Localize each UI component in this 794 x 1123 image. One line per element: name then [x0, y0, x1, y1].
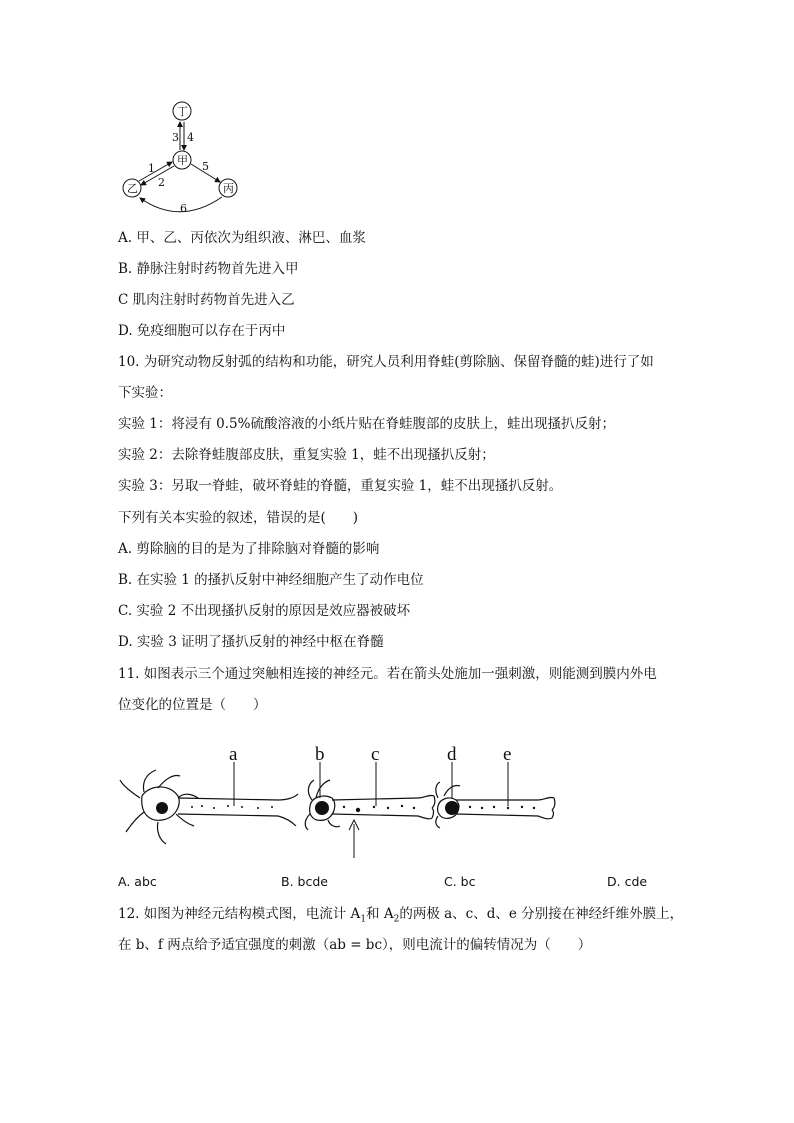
q9-option-c[interactable]: C 肌肉注射时药物首先进入乙 [118, 292, 295, 308]
neuron-1-axon-dots [191, 805, 273, 809]
q11-option-c[interactable]: C. bc [444, 874, 476, 889]
q12-subscript-2: 2 [393, 914, 400, 925]
label-a: a [229, 744, 238, 765]
q12-stem-line1 [118, 905, 683, 929]
neuron-2-axon-dots [343, 805, 415, 812]
label-b: b [315, 744, 325, 765]
q9-option-b[interactable]: B. 静脉注射时药物首先进入甲 [118, 261, 299, 277]
q10-experiment-3: 实验 3：另取一脊蛙，破坏脊蛙的脊髓，重复实验 1，蛙不出现搔扒反射。 [118, 478, 563, 494]
q12-stem-part2: 和 A [366, 906, 394, 922]
neuron-3-axon-dots [469, 806, 535, 809]
neuron-1-nucleus [156, 802, 168, 814]
edge-label-6: 6 [180, 202, 187, 215]
q12-stem-part3: 的两极 a、c、d、e 分别接在神经纤维外膜上， [399, 906, 684, 922]
q12-subscript-1: 1 [360, 914, 367, 925]
q10-option-b[interactable]: B. 在实验 1 的搔扒反射中神经细胞产生了动作电位 [118, 572, 424, 588]
q12-stem-line2: 在 b、f 两点给予适宜强度的刺激（ab = bc），则电流计的偏转情况为（ ） [118, 937, 592, 953]
neuron-2-nucleus [315, 801, 329, 815]
q10-experiment-1: 实验 1：将浸有 0.5%硫酸溶液的小纸片贴在脊蛙腹部的皮肤上，蛙出现搔扒反射； [118, 416, 615, 432]
q10-prompt: 下列有关本实验的叙述，错误的是( ) [118, 510, 359, 526]
q10-stem-line1: 10. 为研究动物反射弧的结构和功能，研究人员利用脊蛙(剪除脑、保留脊髓的蛙)进行了如 [118, 354, 654, 370]
q10-experiment-2: 实验 2：去除脊蛙腹部皮肤，重复实验 1，蛙不出现搔扒反射； [118, 447, 495, 463]
edge-label-4: 4 [187, 131, 194, 144]
q11-option-a[interactable]: A. abc [118, 874, 157, 889]
edge-label-1: 1 [148, 162, 155, 175]
edge-label-3: 3 [172, 131, 179, 144]
label-d: d [447, 744, 457, 765]
q11-stem-line1: 11. 如图表示三个通过突触相连接的神经元。若在箭头处施加一强刺激，则能测到膜内外电 [118, 666, 657, 682]
label-e: e [503, 744, 512, 765]
q9-option-a[interactable]: A. 甲、乙、丙依次为组织液、淋巴、血浆 [118, 230, 366, 246]
label-c: c [371, 744, 380, 765]
edge-label-5: 5 [202, 160, 209, 173]
q11-option-d[interactable]: D. cde [607, 874, 648, 889]
q11-option-b[interactable]: B. bcde [281, 874, 328, 889]
q11-stem-line2: 位变化的位置是（ ） [118, 697, 267, 713]
q10-option-a[interactable]: A. 剪除脑的目的是为了排除脑对脊髓的影响 [118, 541, 380, 557]
q10-option-c[interactable]: C. 实验 2 不出现搔扒反射的原因是效应器被破坏 [118, 603, 411, 619]
q9-option-d[interactable]: D. 免疫细胞可以存在于丙中 [118, 323, 286, 339]
node-yi-label: 乙 [127, 182, 138, 195]
edge-label-2: 2 [158, 176, 165, 189]
q12-stem-part1: 12. 如图为神经元结构模式图，电流计 A [118, 906, 361, 922]
q10-option-d[interactable]: D. 实验 3 证明了搔扒反射的神经中枢在脊髓 [118, 634, 384, 650]
node-bing-label: 丙 [223, 182, 234, 195]
q10-stem-line2: 下实验： [118, 385, 172, 401]
node-jia-label: 甲 [177, 154, 188, 167]
node-ding-label: 丁 [177, 105, 188, 118]
body-fluid-diagram [110, 98, 260, 218]
edge-1 [139, 162, 172, 181]
neuron-3-nucleus [445, 801, 459, 815]
neuron-chain-diagram [118, 740, 568, 865]
